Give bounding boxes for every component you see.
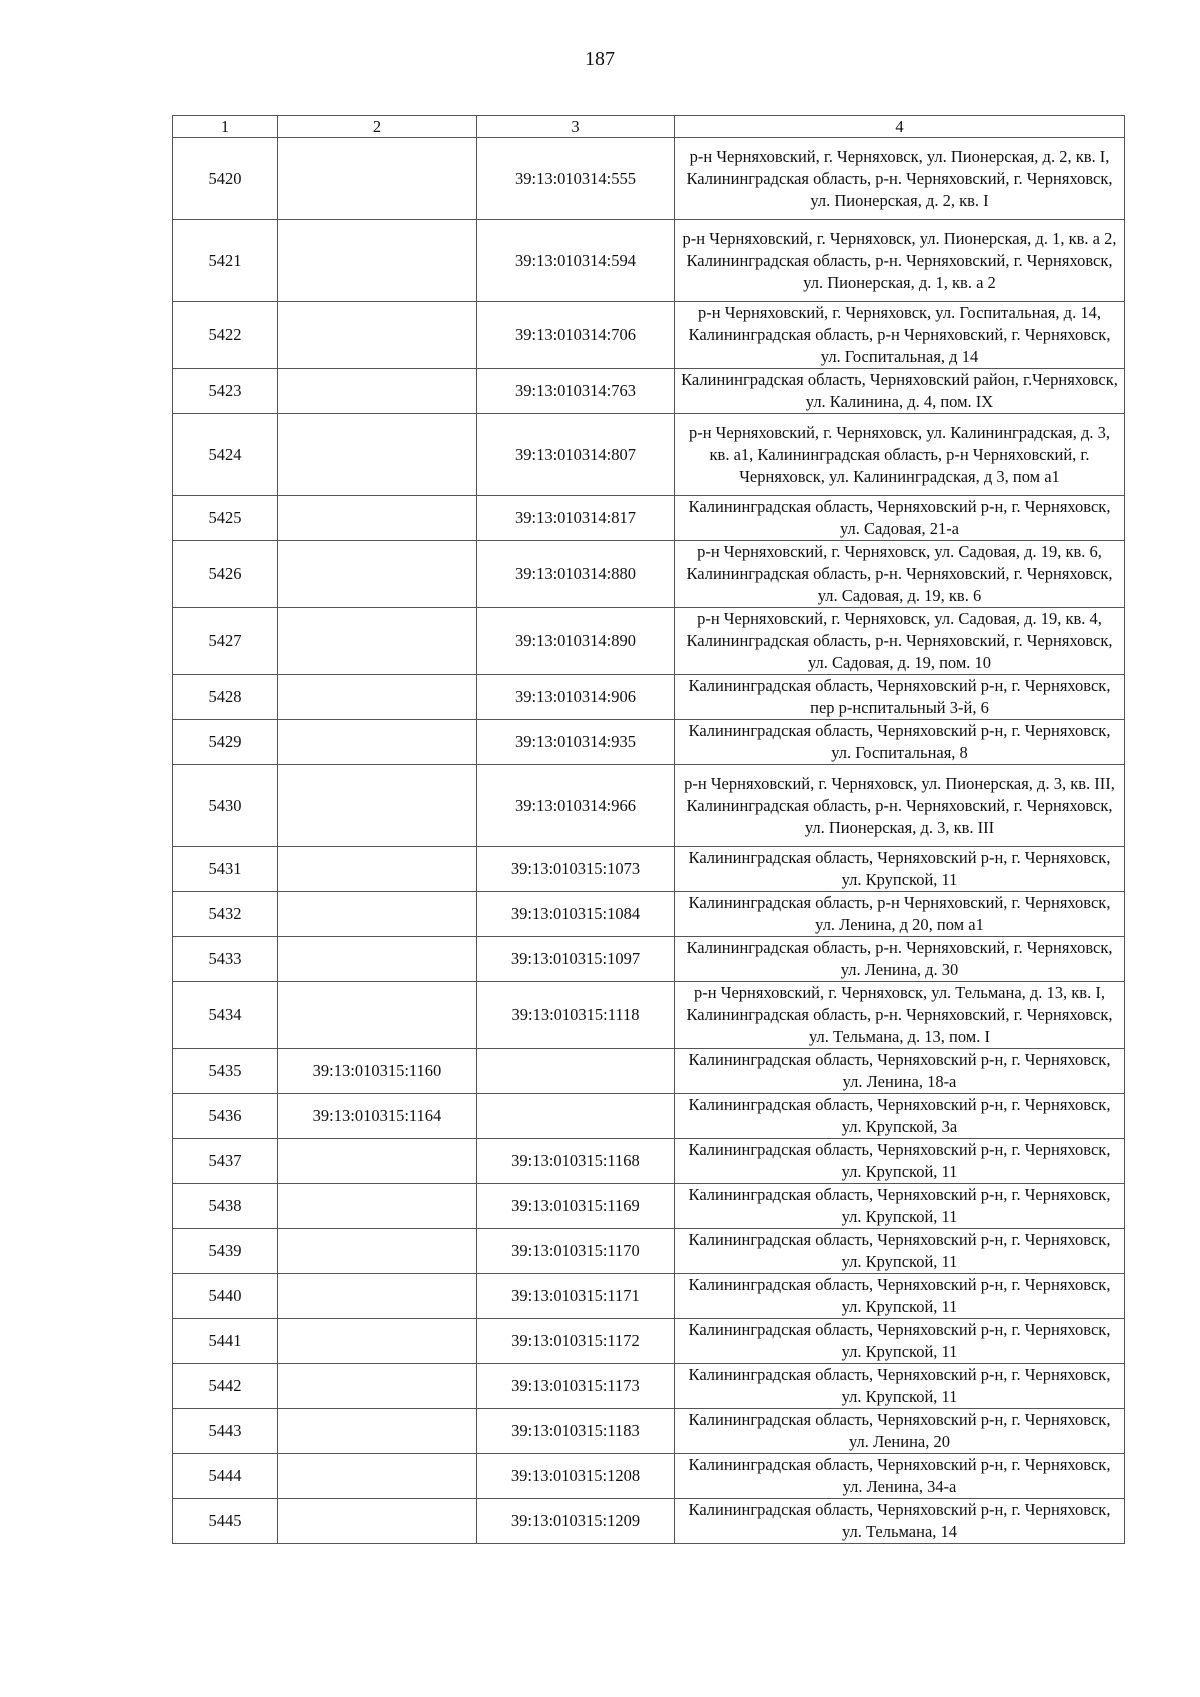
col2-cell (278, 1499, 477, 1544)
registry-table (172, 115, 1125, 1544)
cadastral-number-cell (477, 1094, 675, 1139)
row-number-cell: 5445 (173, 1499, 278, 1544)
table-row (173, 369, 1125, 414)
col2-cell (278, 1139, 477, 1184)
address-cell: р-н Черняховский, г. Черняховск, ул. Тельмана, д. 13, кв. I, Калининградская область, р-н. Черняховский, г. Черняховск, ул. Тельмана, д. 13, пом. I (675, 982, 1125, 1049)
row-number-cell: 5428 (173, 675, 278, 720)
col2-cell (278, 541, 477, 608)
col2-cell (278, 302, 477, 369)
address-cell: Калининградская область, Черняховский р-н, г. Черняховск, ул. Крупской, 11 (675, 1139, 1125, 1184)
address-cell: Калининградская область, Черняховский р-н, г. Черняховск, ул. Крупской, 3а (675, 1094, 1125, 1139)
table-row (173, 220, 1125, 302)
cadastral-number-cell: 39:13:010315:1171 (477, 1274, 675, 1319)
row-number-cell: 5435 (173, 1049, 278, 1094)
table-row (173, 302, 1125, 369)
cadastral-number-cell: 39:13:010315:1170 (477, 1229, 675, 1274)
row-number-cell: 5429 (173, 720, 278, 765)
cadastral-number-cell: 39:13:010314:966 (477, 765, 675, 847)
row-number-cell: 5422 (173, 302, 278, 369)
row-number-cell: 5421 (173, 220, 278, 302)
table-row (173, 496, 1125, 541)
row-number-cell: 5432 (173, 892, 278, 937)
table-row (173, 1094, 1125, 1139)
cadastral-number-cell: 39:13:010314:763 (477, 369, 675, 414)
address-cell: Калининградская область, Черняховский р-н, г. Черняховск, ул. Крупской, 11 (675, 1229, 1125, 1274)
table-row (173, 608, 1125, 675)
address-cell: р-н Черняховский, г. Черняховск, ул. Садовая, д. 19, кв. 6, Калининградская область, р-н. Черняховский, г. Черняховск, ул. Садовая, д. 19, кв. 6 (675, 541, 1125, 608)
table-row (173, 892, 1125, 937)
address-cell: Калининградская область, Черняховский р-н, г. Черняховск, ул. Крупской, 11 (675, 847, 1125, 892)
header-col-1: 1 (173, 116, 278, 138)
table-row (173, 1364, 1125, 1409)
col2-cell (278, 720, 477, 765)
col2-cell (278, 765, 477, 847)
cadastral-number-cell: 39:13:010315:1073 (477, 847, 675, 892)
table-row (173, 1139, 1125, 1184)
col2-cell (278, 1454, 477, 1499)
table-row (173, 720, 1125, 765)
row-number-cell: 5442 (173, 1364, 278, 1409)
address-cell: р-н Черняховский, г. Черняховск, ул. Садовая, д. 19, кв. 4, Калининградская область, р-н. Черняховский, г. Черняховск, ул. Садовая, д. 19, пом. 10 (675, 608, 1125, 675)
cadastral-number-cell: 39:13:010315:1118 (477, 982, 675, 1049)
col2-cell (278, 892, 477, 937)
row-number-cell: 5434 (173, 982, 278, 1049)
col2-cell (278, 847, 477, 892)
cadastral-number-cell: 39:13:010314:594 (477, 220, 675, 302)
table-header (173, 116, 1125, 138)
header-row (173, 116, 1125, 138)
table-row (173, 541, 1125, 608)
row-number-cell: 5433 (173, 937, 278, 982)
address-cell: Калининградская область, Черняховский р-н, г. Черняховск, пер р-нспитальный 3-й, 6 (675, 675, 1125, 720)
row-number-cell: 5424 (173, 414, 278, 496)
cadastral-number-cell: 39:13:010315:1084 (477, 892, 675, 937)
col2-cell (278, 369, 477, 414)
col2-cell (278, 608, 477, 675)
table-row (173, 765, 1125, 847)
cadastral-number-cell: 39:13:010314:890 (477, 608, 675, 675)
address-cell: Калининградская область, Черняховский р-н, г. Черняховск, ул. Тельмана, 14 (675, 1499, 1125, 1544)
col2-cell (278, 1409, 477, 1454)
row-number-cell: 5438 (173, 1184, 278, 1229)
col2-cell (278, 220, 477, 302)
table-row (173, 847, 1125, 892)
col2-cell (278, 1274, 477, 1319)
table-row (173, 1409, 1125, 1454)
cadastral-number-cell: 39:13:010314:906 (477, 675, 675, 720)
cadastral-number-cell: 39:13:010314:935 (477, 720, 675, 765)
table-row (173, 982, 1125, 1049)
col2-cell (278, 1184, 477, 1229)
col2-cell (278, 982, 477, 1049)
cadastral-number-cell: 39:13:010315:1183 (477, 1409, 675, 1454)
table-row (173, 1454, 1125, 1499)
row-number-cell: 5437 (173, 1139, 278, 1184)
col2-cell (278, 138, 477, 220)
table-row (173, 1319, 1125, 1364)
table-row (173, 1184, 1125, 1229)
address-cell: р-н Черняховский, г. Черняховск, ул. Пионерская, д. 3, кв. III, Калининградская область, р-н. Черняховский, г. Черняховск, ул. Пионерская, д. 3, кв. III (675, 765, 1125, 847)
row-number-cell: 5427 (173, 608, 278, 675)
table-row (173, 414, 1125, 496)
row-number-cell: 5444 (173, 1454, 278, 1499)
address-cell: р-н Черняховский, г. Черняховск, ул. Госпитальная, д. 14, Калининградская область, р-н Черняховский, г. Черняховск, ул. Госпитальная, д 14 (675, 302, 1125, 369)
cadastral-number-cell: 39:13:010314:555 (477, 138, 675, 220)
row-number-cell: 5426 (173, 541, 278, 608)
page-number: 187 (585, 48, 615, 70)
col2-cell (278, 414, 477, 496)
row-number-cell: 5436 (173, 1094, 278, 1139)
row-number-cell: 5441 (173, 1319, 278, 1364)
col2-cell (278, 1229, 477, 1274)
address-cell: Калининградская область, Черняховский район, г.Черняховск, ул. Калинина, д. 4, пом. IX (675, 369, 1125, 414)
table-row (173, 1049, 1125, 1094)
row-number-cell: 5423 (173, 369, 278, 414)
address-cell: Калининградская область, Черняховский р-н, г. Черняховск, ул. Крупской, 11 (675, 1274, 1125, 1319)
cadastral-number-cell: 39:13:010315:1172 (477, 1319, 675, 1364)
address-cell: Калининградская область, р-н Черняховский, г. Черняховск, ул. Ленина, д 20, пом а1 (675, 892, 1125, 937)
address-cell: Калининградская область, Черняховский р-н, г. Черняховск, ул. Ленина, 18-а (675, 1049, 1125, 1094)
table-row (173, 675, 1125, 720)
address-cell: р-н Черняховский, г. Черняховск, ул. Калининградская, д. 3, кв. а1, Калининградская область, р-н Черняховский, г. Черняховск, ул. Калининградская, д 3, пом а1 (675, 414, 1125, 496)
cadastral-number-cell: 39:13:010314:880 (477, 541, 675, 608)
table-row (173, 138, 1125, 220)
cadastral-number-cell: 39:13:010314:807 (477, 414, 675, 496)
table-row (173, 1274, 1125, 1319)
address-cell: Калининградская область, р-н. Черняховский, г. Черняховск, ул. Ленина, д. 30 (675, 937, 1125, 982)
cadastral-number-cell: 39:13:010315:1209 (477, 1499, 675, 1544)
cadastral-number-cell: 39:13:010314:817 (477, 496, 675, 541)
row-number-cell: 5420 (173, 138, 278, 220)
address-cell: Калининградская область, Черняховский р-н, г. Черняховск, ул. Крупской, 11 (675, 1364, 1125, 1409)
table-row (173, 1499, 1125, 1544)
header-col-2: 2 (278, 116, 477, 138)
address-cell: р-н Черняховский, г. Черняховск, ул. Пионерская, д. 2, кв. I, Калининградская область, р-н. Черняховский, г. Черняховск, ул. Пионерская, д. 2, кв. I (675, 138, 1125, 220)
col2-cell (278, 675, 477, 720)
address-cell: Калининградская область, Черняховский р-н, г. Черняховск, ул. Садовая, 21-а (675, 496, 1125, 541)
cadastral-number-cell: 39:13:010314:706 (477, 302, 675, 369)
col2-cell: 39:13:010315:1160 (278, 1049, 477, 1094)
row-number-cell: 5439 (173, 1229, 278, 1274)
cadastral-number-cell: 39:13:010315:1173 (477, 1364, 675, 1409)
col2-cell (278, 496, 477, 541)
row-number-cell: 5443 (173, 1409, 278, 1454)
col2-cell (278, 1319, 477, 1364)
col2-cell (278, 937, 477, 982)
col2-cell: 39:13:010315:1164 (278, 1094, 477, 1139)
table-body (173, 138, 1125, 1544)
col2-cell (278, 1364, 477, 1409)
cadastral-number-cell: 39:13:010315:1097 (477, 937, 675, 982)
table-row (173, 937, 1125, 982)
row-number-cell: 5440 (173, 1274, 278, 1319)
address-cell: р-н Черняховский, г. Черняховск, ул. Пионерская, д. 1, кв. а 2, Калининградская область, р-н. Черняховский, г. Черняховск, ул. Пионерская, д. 1, кв. а 2 (675, 220, 1125, 302)
header-col-4: 4 (675, 116, 1125, 138)
cadastral-number-cell: 39:13:010315:1208 (477, 1454, 675, 1499)
table-row (173, 1229, 1125, 1274)
address-cell: Калининградская область, Черняховский р-н, г. Черняховск, ул. Госпитальная, 8 (675, 720, 1125, 765)
address-cell: Калининградская область, Черняховский р-н, г. Черняховск, ул. Крупской, 11 (675, 1319, 1125, 1364)
cadastral-number-cell: 39:13:010315:1169 (477, 1184, 675, 1229)
row-number-cell: 5425 (173, 496, 278, 541)
cadastral-number-cell: 39:13:010315:1168 (477, 1139, 675, 1184)
header-col-3: 3 (477, 116, 675, 138)
address-cell: Калининградская область, Черняховский р-н, г. Черняховск, ул. Ленина, 20 (675, 1409, 1125, 1454)
row-number-cell: 5430 (173, 765, 278, 847)
address-cell: Калининградская область, Черняховский р-н, г. Черняховск, ул. Ленина, 34-а (675, 1454, 1125, 1499)
cadastral-number-cell (477, 1049, 675, 1094)
row-number-cell: 5431 (173, 847, 278, 892)
address-cell: Калининградская область, Черняховский р-н, г. Черняховск, ул. Крупской, 11 (675, 1184, 1125, 1229)
